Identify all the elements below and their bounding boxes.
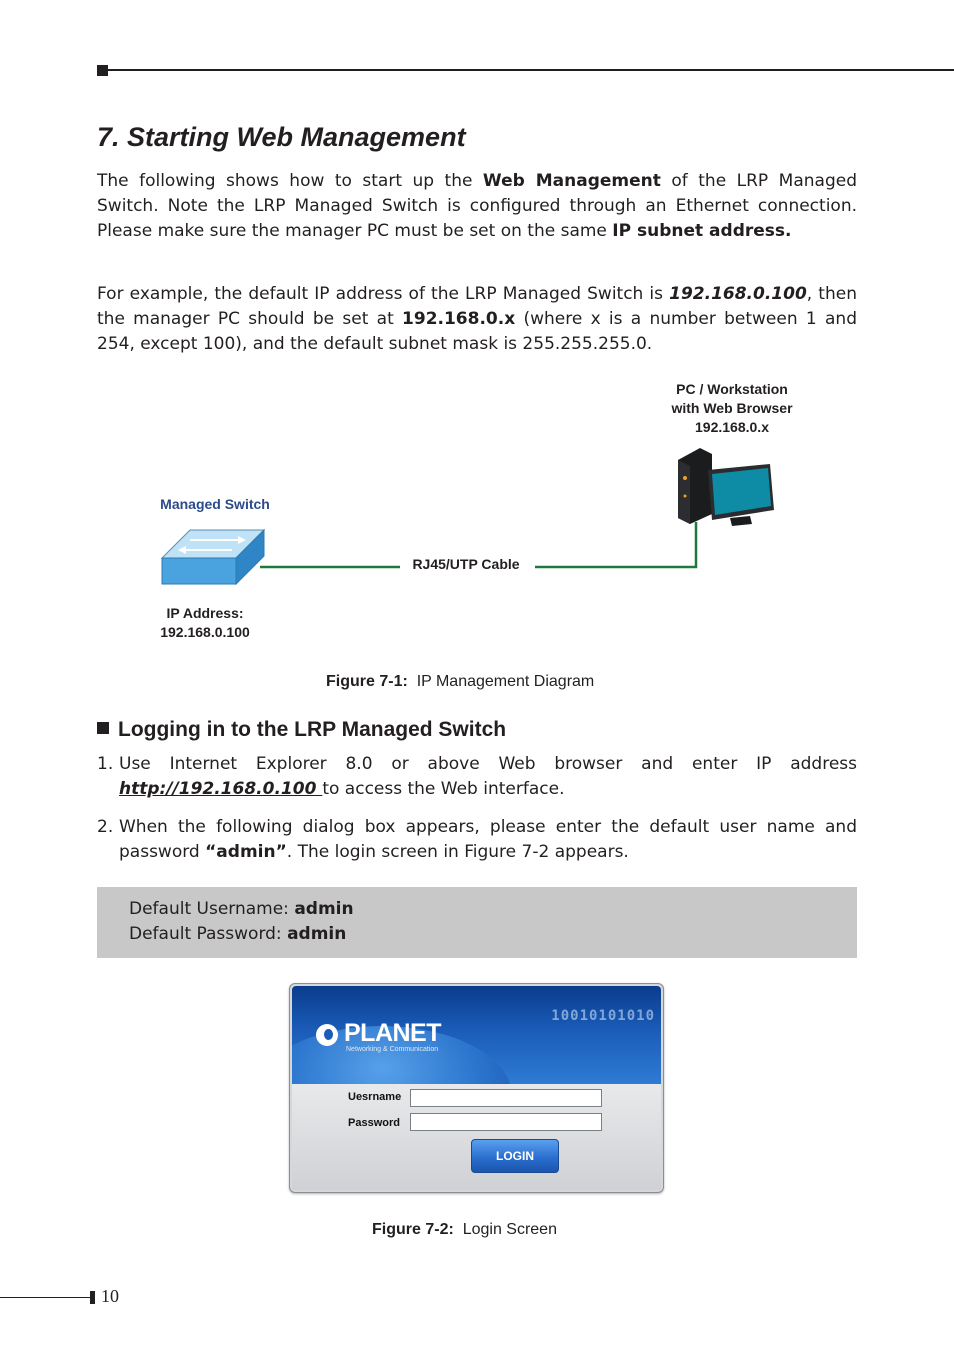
example-text-3: (where x is a number between 1 and 254, except 100), and the default subnet mask is 255.255.255.0. (97, 309, 857, 354)
intro-text-2: of the LRP Managed Switch. Note the LRP Managed Switch is configured through an Ethernet connection. Please make sure the manager PC must be set on the same (97, 171, 857, 241)
login-button[interactable]: LOGIN (471, 1139, 559, 1173)
example-text-1: For example, the default IP address of the LRP Managed Switch is (97, 284, 670, 304)
default-ip-link[interactable]: http://192.168.0.100 (119, 779, 323, 799)
switch-ip-label (140, 604, 270, 642)
switch-ip-line-2: 192.168.0.100 (160, 624, 250, 640)
password-input[interactable] (410, 1113, 602, 1131)
pc-workstation-icon (678, 448, 774, 526)
username-input[interactable] (410, 1089, 602, 1107)
footer-rule (0, 1297, 90, 1298)
example-pc-ip: 192.168.0.x (402, 309, 516, 329)
figure-2-text: Login Screen (462, 1221, 557, 1238)
login-section-heading-text: Logging in to the LRP Managed Switch (118, 718, 507, 741)
switch-ip-line-1: IP Address: (166, 605, 244, 621)
header-square-ornament (97, 65, 108, 76)
intro-text-1: The following shows how to start up the (97, 171, 483, 191)
login-screen (289, 983, 664, 1193)
intro-bold-web-management: Web Management (482, 171, 661, 191)
step-2-number: 2. (97, 817, 114, 837)
cable-label: RJ45/UTP Cable (412, 556, 520, 572)
password-label: Password (348, 1117, 400, 1129)
planet-tagline: Networking & Communication (346, 1046, 439, 1053)
default-password-line (129, 922, 346, 947)
figure-1-caption (326, 673, 594, 691)
pc-label-line-2: with Web Browser (671, 400, 793, 416)
login-section-heading (97, 718, 506, 742)
login-banner (292, 986, 661, 1084)
pc-label-line-1: PC / Workstation (676, 381, 788, 397)
example-switch-ip: 192.168.0.100 (669, 284, 807, 304)
page-number: 10 (101, 1286, 119, 1306)
list-item-step-1 (97, 752, 857, 802)
binary-pattern: 10010101010 (551, 1008, 655, 1024)
default-username-label: Default Username: (129, 899, 295, 919)
step-1-text-1: Use Internet Explorer 8.0 or above Web browser and enter IP address (119, 754, 857, 774)
figure-2-caption (372, 1221, 557, 1239)
pc-label-line-3: 192.168.0.x (695, 419, 769, 435)
intro-paragraph (97, 169, 857, 244)
example-paragraph (97, 282, 857, 357)
planet-logo-text: PLANET (344, 1019, 441, 1047)
cable-line-right (535, 522, 696, 567)
figure-2-label: Figure 7-2: (372, 1221, 454, 1238)
section-title: 7. Starting Web Management (97, 122, 466, 152)
step-1-number: 1. (97, 754, 114, 774)
bullet-square-icon (97, 722, 109, 734)
default-username-value: admin (294, 899, 354, 919)
step-2-text-1: When the following dialog box appears, please enter the default user name and password (119, 817, 857, 862)
default-credentials-box (97, 887, 857, 958)
default-username-line (129, 897, 354, 922)
figure-1-label: Figure 7-1: (326, 673, 408, 690)
intro-bold-subnet: IP subnet address. (612, 221, 792, 241)
example-text-2: , then the manager PC should be set at (97, 284, 857, 329)
figure-1-text: IP Management Diagram (416, 673, 595, 690)
footer-tick (90, 1291, 95, 1304)
network-diagram (150, 440, 810, 600)
default-password-label: Default Password: (129, 924, 288, 944)
step-2-text-2: . The login screen in Figure 7-2 appears. (286, 842, 629, 862)
managed-switch-icon (162, 530, 264, 584)
step-1-text-2: to access the Web interface. (322, 779, 565, 799)
list-item-step-2 (97, 815, 857, 865)
pc-label (652, 380, 812, 437)
switch-label: Managed Switch (160, 496, 270, 512)
planet-logo-icon (316, 1024, 338, 1046)
username-label: Uesrname (348, 1091, 402, 1103)
step-2-bold-admin: “admin” (205, 842, 287, 862)
header-rule (108, 69, 954, 71)
login-form (292, 1084, 661, 1190)
default-password-value: admin (287, 924, 347, 944)
